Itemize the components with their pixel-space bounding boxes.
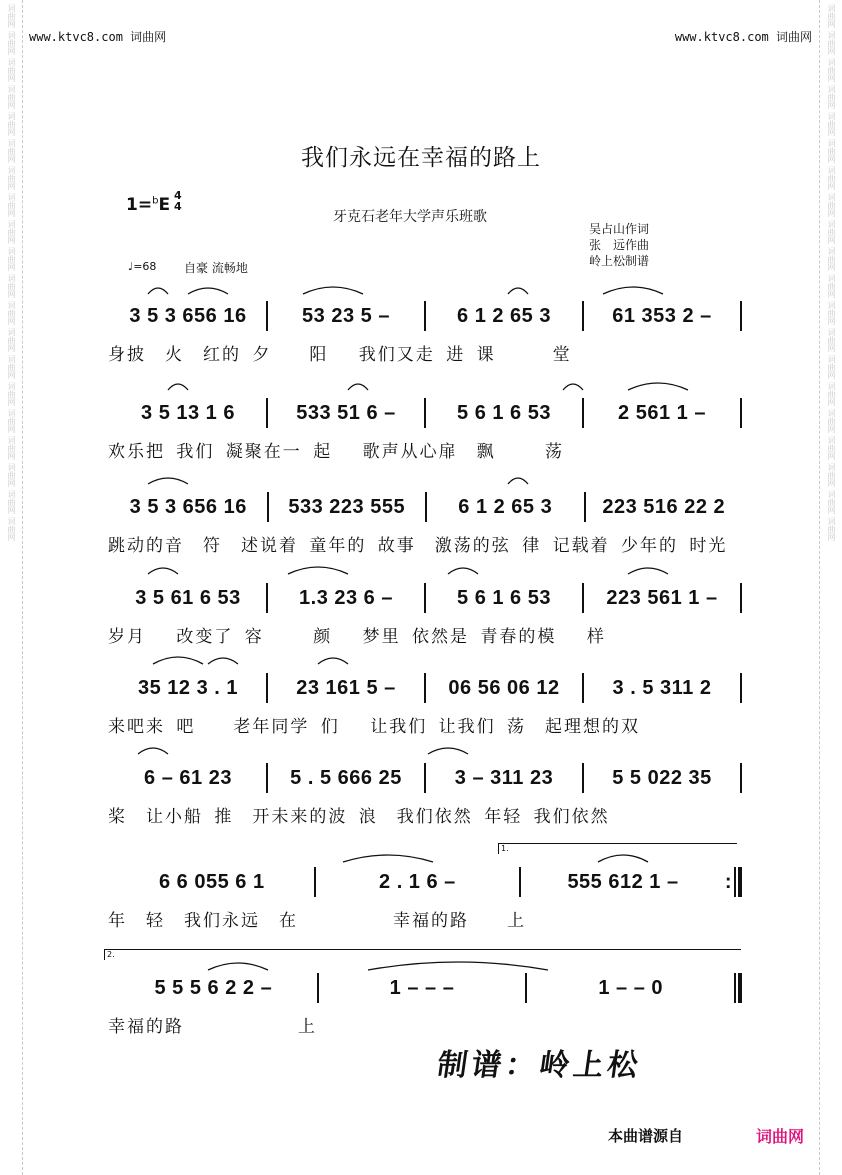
side-watermark-text: 词曲网	[7, 328, 16, 352]
measure: 5 5 5 6 2 2 –	[154, 976, 273, 999]
measure: 6 1 2 65 3	[457, 304, 551, 327]
side-watermark-text: 词曲网	[7, 247, 16, 271]
volta-1: 1.	[498, 843, 737, 854]
credit-transcriber: 岭上松制谱	[589, 254, 650, 268]
expression-marking: 自豪 流畅地	[184, 261, 248, 275]
measure: 1 – – –	[389, 976, 455, 999]
measure: 35 12 3 . 1	[137, 676, 239, 699]
measure: 61 353 2 –	[612, 304, 712, 327]
side-watermark-text: 词曲网	[827, 31, 836, 55]
measure: 6 – 61 23	[144, 766, 232, 789]
measure: 555 612 1 –	[567, 870, 679, 893]
side-watermark-text: 词曲网	[827, 166, 836, 190]
credit-lyricist: 吴占山作词	[589, 222, 650, 236]
brand-logo[interactable]: 词曲网	[756, 1127, 805, 1146]
measure: 3 5 61 6 53	[135, 586, 241, 609]
measure: 53 23 5 –	[302, 304, 390, 327]
volta-2: 2.	[104, 949, 741, 960]
lyrics-row: 跳动的音 符 述说着 童年的 故事 激荡的弦 律 记载着 少年的 时光	[108, 536, 728, 556]
side-watermark-text: 词曲网	[7, 166, 16, 190]
side-watermark-text: 词曲网	[7, 436, 16, 460]
measure: 6 6 055 6 1	[159, 870, 265, 893]
side-watermark-text: 词曲网	[827, 517, 836, 541]
lyrics-row: 桨 让小船 推 开未来的波 浪 我们依然 年轻 我们依然	[108, 807, 610, 827]
measure: 533 223 555	[288, 495, 406, 518]
site-watermark-right: www.ktvc8.com 词曲网	[674, 30, 812, 44]
side-watermark-text: 词曲网	[827, 409, 836, 433]
key-signature: 1=$^b$E	[126, 195, 171, 215]
measure: 2 . 1 6 –	[379, 870, 456, 893]
side-watermark-text: 词曲网	[7, 301, 16, 325]
measure: 2 561 1 –	[618, 401, 706, 424]
measure: 23 161 5 –	[296, 676, 396, 699]
transcriber-signature: 制谱：岭上松	[435, 1048, 644, 1083]
tempo-marking: ♩=68	[128, 260, 157, 273]
side-watermark-text: 词曲网	[7, 193, 16, 217]
side-watermark-text: 词曲网	[7, 490, 16, 514]
source-label: 本曲谱源自	[608, 1127, 684, 1145]
side-watermark-text: 词曲网	[7, 4, 16, 28]
side-watermark-text: 词曲网	[7, 31, 16, 55]
side-watermark-text: 词曲网	[827, 4, 836, 28]
measure: 3 5 13 1 6	[141, 401, 235, 424]
lyrics-row: 身披 火 红的 夕 阳 我们又走 进 课 堂	[108, 345, 572, 365]
lyrics-row: 欢乐把 我们 凝聚在一 起 歌声从心扉 飘 荡	[108, 442, 565, 462]
measure: 06 56 06 12	[448, 676, 560, 699]
measure: 1.3 23 6 –	[299, 586, 393, 609]
lyrics-row: 来吧来 吧 老年同学 们 让我们 让我们 荡 起理想的双	[108, 717, 641, 737]
measure: 5 5 022 35	[612, 766, 712, 789]
side-watermark-text: 词曲网	[827, 85, 836, 109]
side-watermark-text: 词曲网	[827, 139, 836, 163]
side-watermark-text: 词曲网	[7, 274, 16, 298]
measure: 3 5 3 656 16	[129, 304, 247, 327]
measure: 5 6 1 6 53	[457, 401, 551, 424]
slur-arcs	[108, 282, 742, 1002]
subtitle: 牙克石老年大学声乐班歌	[333, 209, 487, 225]
side-watermark-text: 词曲网	[827, 112, 836, 136]
measure: 3 – 311 23	[454, 766, 554, 789]
measure: 5 . 5 666 25	[290, 766, 402, 789]
measure: 3 5 3 656 16	[129, 495, 247, 518]
lyrics-row: 年 轻 我们永远 在 幸福的路 上	[108, 911, 526, 931]
time-signature: 4 4	[174, 189, 182, 213]
site-watermark-left: www.ktvc8.com 词曲网	[29, 30, 167, 44]
side-watermark-text: 词曲网	[827, 274, 836, 298]
side-watermark-text: 词曲网	[827, 301, 836, 325]
measure: 223 561 1 –	[606, 586, 718, 609]
side-watermark-text: 词曲网	[827, 436, 836, 460]
side-watermark-text: 词曲网	[827, 220, 836, 244]
side-watermark-text: 词曲网	[827, 382, 836, 406]
side-watermark-text: 词曲网	[827, 247, 836, 271]
side-watermark-text: 词曲网	[7, 409, 16, 433]
measure: 223 516 22 2	[602, 495, 726, 518]
measure: 6 1 2 65 3	[458, 495, 553, 518]
measure: 1 – – 0	[598, 976, 664, 999]
side-watermark-text: 词曲网	[7, 463, 16, 487]
side-watermark-text: 词曲网	[827, 463, 836, 487]
lyrics-row: 幸福的路 上	[108, 1017, 317, 1037]
side-watermark-text: 词曲网	[827, 58, 836, 82]
side-watermark-text: 词曲网	[827, 193, 836, 217]
side-watermark-text: 词曲网	[827, 355, 836, 379]
side-watermark-text: 词曲网	[7, 355, 16, 379]
side-watermark-text: 词曲网	[7, 220, 16, 244]
repeat-sign: :	[724, 870, 732, 893]
side-watermark-text: 词曲网	[7, 85, 16, 109]
side-watermark-text: 词曲网	[7, 517, 16, 541]
side-watermark-text: 词曲网	[7, 112, 16, 136]
credit-composer: 张 远作曲	[589, 238, 650, 252]
measure: 3 . 5 311 2	[612, 676, 712, 699]
measure: 533 51 6 –	[296, 401, 396, 424]
credits	[589, 221, 649, 269]
lyrics-row: 岁月 改变了 容 颜 梦里 依然是 青春的模 样	[108, 627, 606, 647]
side-watermark-text: 词曲网	[7, 139, 16, 163]
right-watermark-strip	[819, 0, 842, 1175]
left-watermark-strip	[0, 0, 23, 1175]
song-title: 我们永远在幸福的路上	[301, 145, 541, 171]
side-watermark-text: 词曲网	[827, 490, 836, 514]
side-watermark-text: 词曲网	[7, 382, 16, 406]
measure: 5 6 1 6 53	[457, 586, 551, 609]
side-watermark-text: 词曲网	[827, 328, 836, 352]
side-watermark-text: 词曲网	[7, 58, 16, 82]
